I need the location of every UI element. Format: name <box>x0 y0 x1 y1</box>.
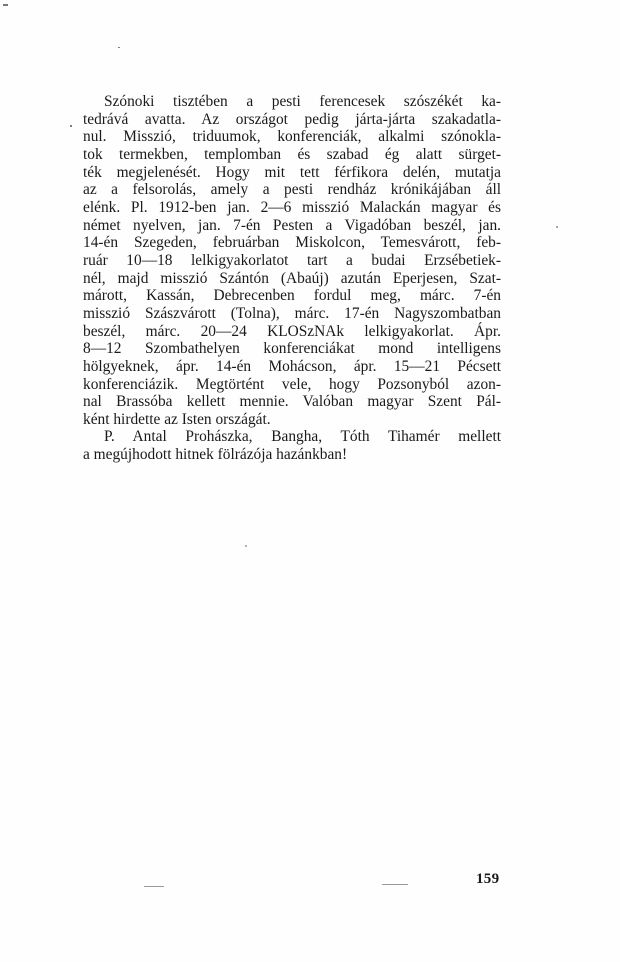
scan-speck <box>245 545 247 547</box>
text-line: hölgyeknek, ápr. 14-én Mohácson, ápr. 15—21 Pécsett <box>83 357 501 375</box>
text-line: nél, majd misszió Szántón (Abaúj) azután Eperjesen, Szat- <box>83 269 501 287</box>
text-line: elénk. Pl. 1912-ben jan. 2—6 misszió Malackán magyar és <box>83 198 501 216</box>
paragraph <box>83 428 501 463</box>
scan-speck <box>3 4 8 6</box>
text-line: konferenciázik. Megtörtént vele, hogy Pozsonyból azon- <box>83 375 501 393</box>
scan-noise <box>382 884 408 885</box>
text-line: Szónoki tisztében a pesti ferencesek szószékét ka- <box>104 93 501 110</box>
text-line: ruár 10—18 lelkigyakorlatot tart a budai Erzsébetiek- <box>83 251 501 269</box>
paragraph <box>83 93 501 428</box>
text-line: tok termekben, templomban és szabad ég alatt sürget- <box>83 145 501 163</box>
body-text <box>83 93 501 464</box>
scan-speck <box>118 47 120 48</box>
text-line: német nyelven, jan. 7-én Pesten a Vigadóban beszél, jan. <box>83 216 501 234</box>
text-line: tedrává avatta. Az országot pedig járta-járta szakadatla- <box>83 110 501 128</box>
scan-speck <box>556 226 558 228</box>
scan-speck <box>70 125 72 127</box>
page-number: 159 <box>476 871 500 887</box>
text-line: ték megjelenését. Hogy mit tett férfikora delén, mutatja <box>83 163 501 181</box>
text-line: beszél, márc. 20—24 KLOSzNAk lelkigyakorlat. Ápr. <box>83 322 501 340</box>
text-line: misszió Szászvárott (Tolna), márc. 17-én Nagyszombatban <box>83 304 501 322</box>
text-line: márott, Kassán, Debrecenben fordul meg, márc. 7-én <box>83 287 501 305</box>
text-line: ként hirdette az Isten országát. <box>83 410 271 428</box>
text-line: nal Brassóba kellett mennie. Valóban magyar Szent Pál- <box>83 393 501 411</box>
scan-noise <box>144 886 164 887</box>
text-line: 8—12 Szombathelyen konferenciákat mond intelligens <box>83 340 501 358</box>
text-line: 14-én Szegeden, februárban Miskolcon, Temesvárott, feb- <box>83 234 501 252</box>
text-line: az a felsorolás, amely a pesti rendház krónikájában áll <box>83 181 501 199</box>
text-line: a megújhodott hitnek fölrázója hazánkban! <box>83 446 348 464</box>
text-line: P. Antal Prohászka, Bangha, Tóth Tihamér mellett <box>104 428 501 446</box>
text-line: nul. Misszió, triduumok, konferenciák, alkalmi szónokla- <box>83 128 501 146</box>
